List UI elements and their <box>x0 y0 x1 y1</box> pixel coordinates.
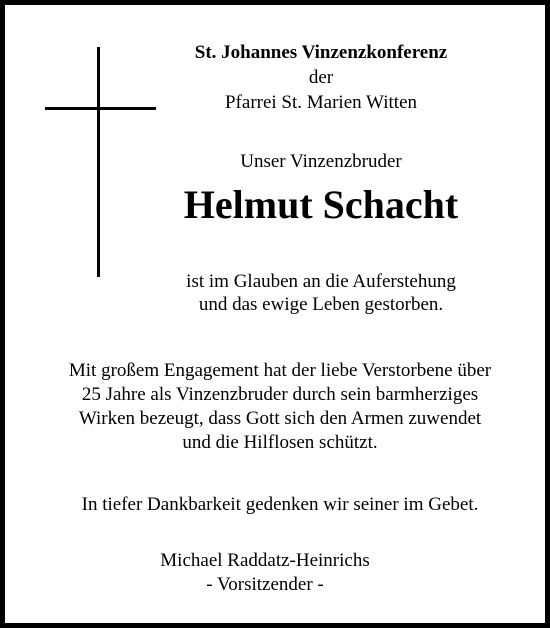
signer-role: - Vorsitzender - <box>206 574 324 595</box>
cross-icon-horizontal-bar <box>45 107 156 110</box>
tribute-line: und die Hilflosen schützt. <box>182 432 378 453</box>
prayer-line: In tiefer Dankbarkeit gedenken wir seiner im Gebet. <box>81 494 479 515</box>
tribute-line: Mit großem Engagement hat der liebe Verstorbene über <box>68 360 492 381</box>
deceased-name: Helmut Schacht <box>183 182 459 227</box>
organization-connector: der <box>308 67 334 88</box>
faith-line: und das ewige Leben gestorben. <box>198 294 444 315</box>
tribute-line: 25 Jahre als Vinzenzbruder durch sein barmherziges <box>81 384 479 405</box>
deceased-intro: Unser Vinzenzbruder <box>240 151 402 172</box>
parish-name: Pfarrei St. Marien Witten <box>224 92 418 113</box>
faith-line: ist im Glauben an die Auferstehung <box>186 271 456 292</box>
signer-name: Michael Raddatz-Heinrichs <box>160 550 370 571</box>
organization-name: St. Johannes Vinzenzkonferenz <box>194 42 448 63</box>
tribute-line: Wirken bezeugt, dass Gott sich den Armen zuwendet <box>78 408 482 429</box>
cross-icon-vertical-bar <box>97 47 100 277</box>
